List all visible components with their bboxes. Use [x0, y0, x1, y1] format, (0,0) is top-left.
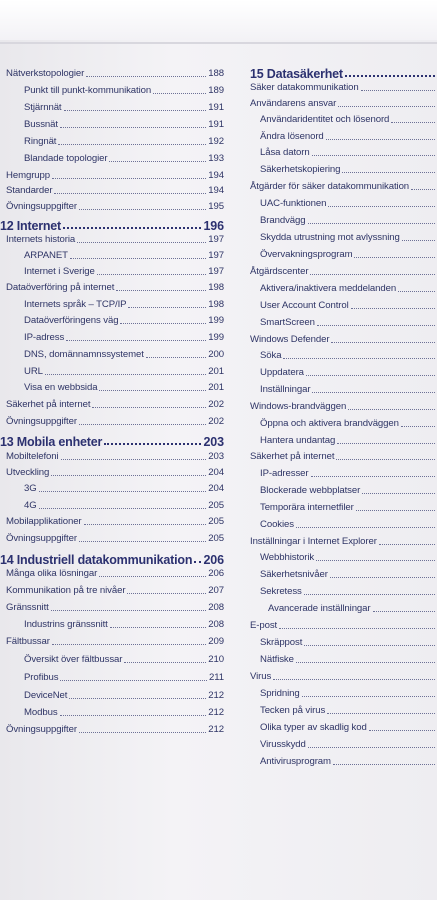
toc-entry	[250, 211, 437, 227]
toc-entry-label: Mobilapplikationer	[6, 516, 82, 527]
leader-dots	[110, 627, 207, 628]
chapter-heading	[250, 60, 437, 80]
toc-entry	[0, 246, 224, 262]
leader-dots	[79, 424, 206, 425]
toc-entry	[0, 447, 224, 463]
toc-entry	[0, 278, 224, 294]
toc-entry	[250, 94, 437, 110]
leader-dots	[316, 560, 435, 561]
toc-entry	[250, 279, 437, 295]
leader-dots	[92, 407, 206, 408]
toc-entry-label: Brandvägg	[260, 215, 306, 226]
page-number: 195	[208, 201, 224, 212]
toc-entry-label: SmartScreen	[260, 317, 315, 328]
leader-dots	[60, 127, 206, 128]
toc-entry	[0, 166, 224, 182]
leader-dots	[337, 443, 435, 444]
leader-dots	[311, 476, 436, 477]
leader-dots	[296, 527, 435, 528]
page-number: 194	[208, 185, 224, 196]
toc-entry-label: Internet i Sverige	[24, 266, 95, 277]
page-number: 206	[203, 553, 224, 567]
page-number: 194	[208, 170, 224, 181]
toc-entry	[250, 228, 437, 244]
leader-dots	[70, 258, 206, 259]
page-number: 197	[208, 266, 224, 277]
leader-dots	[302, 696, 435, 697]
toc-entry-label: UAC-funktionen	[260, 198, 327, 209]
toc-entry-label: Säkerhet på internet	[250, 451, 335, 462]
toc-entry-label: Virus	[250, 671, 272, 682]
toc-entry-label: Nätfiske	[260, 654, 294, 665]
toc-entry-label: DeviceNet	[24, 690, 68, 701]
leader-dots	[338, 106, 435, 107]
page-number: 204	[208, 467, 224, 478]
toc-entry	[0, 98, 224, 114]
toc-entry-label: Profibus	[24, 672, 59, 683]
toc-entry-label: Virusskydd	[260, 739, 306, 750]
chapter-heading	[0, 212, 224, 232]
page-number: 204	[208, 483, 224, 494]
leader-dots	[326, 139, 435, 140]
toc-entry	[250, 650, 437, 666]
toc-entry-label: Olika typer av skadlig kod	[260, 722, 367, 733]
leader-dots	[39, 491, 207, 492]
page-number: 208	[208, 619, 224, 630]
page-number: 197	[208, 250, 224, 261]
leader-dots	[116, 290, 206, 291]
leader-dots	[327, 713, 435, 714]
toc-entry-label: Övningsuppgifter	[6, 416, 77, 427]
toc-entry-label: Kommunikation på tre nivåer	[6, 585, 126, 596]
page-number: 198	[208, 299, 224, 310]
toc-entry	[250, 599, 437, 615]
toc-entry	[0, 615, 224, 631]
leader-dots	[342, 172, 435, 173]
toc-entry-label: Inställningar	[260, 384, 311, 395]
toc-entry	[250, 414, 437, 430]
toc-entry	[250, 160, 437, 176]
toc-entry-label: Användaridentitet och lösenord	[260, 114, 390, 125]
toc-entry	[0, 378, 224, 394]
page-number: 212	[208, 724, 224, 735]
toc-entry-label: 3G	[24, 483, 37, 494]
toc-entry	[0, 412, 224, 428]
toc-entry-label: Låsa datorn	[260, 147, 310, 158]
page-fold-line	[0, 42, 437, 44]
leader-dots	[58, 144, 206, 145]
toc-entry-label: Övningsuppgifter	[6, 724, 77, 735]
toc-entry	[250, 110, 437, 126]
toc-entry	[0, 262, 224, 278]
page-number: 212	[208, 690, 224, 701]
toc-entry-label: DNS, domännamnssystemet	[24, 349, 144, 360]
leader-dots	[52, 644, 206, 645]
toc-entry	[250, 262, 437, 278]
leader-dots	[351, 308, 435, 309]
toc-entry-label: Många olika lösningar	[6, 568, 98, 579]
toc-entry	[250, 397, 437, 413]
toc-entry	[0, 529, 224, 545]
page-number: 201	[208, 366, 224, 377]
toc-entry-label: Windows-brandväggen	[250, 401, 347, 412]
toc-entry-label: IP-adress	[24, 332, 65, 343]
leader-dots	[354, 257, 435, 258]
page-number: 209	[208, 636, 224, 647]
toc-entry	[250, 582, 437, 598]
leader-dots	[109, 161, 206, 162]
toc-entry	[0, 81, 224, 97]
toc-entry	[0, 345, 224, 361]
page-number: 191	[208, 102, 224, 113]
leader-dots	[63, 227, 201, 229]
page-number: 206	[208, 568, 224, 579]
leader-dots	[333, 764, 435, 765]
toc-entry	[0, 564, 224, 580]
page-number: 207	[208, 585, 224, 596]
leader-dots	[317, 325, 435, 326]
toc-entry	[250, 735, 437, 751]
toc-entry	[0, 149, 224, 165]
leader-dots	[79, 209, 206, 210]
leader-dots	[60, 715, 207, 716]
page-number: 205	[208, 533, 224, 544]
leader-dots	[306, 375, 435, 376]
leader-dots	[99, 576, 206, 577]
toc-entry	[250, 330, 437, 346]
page-number: 202	[208, 416, 224, 427]
toc-entry	[0, 311, 224, 327]
toc-entry	[250, 565, 437, 581]
leader-dots	[308, 747, 435, 748]
toc-entry	[250, 296, 437, 312]
leader-dots	[304, 645, 435, 646]
chapter-heading	[0, 428, 224, 448]
toc-entry	[0, 197, 224, 213]
toc-entry-label: Blandade topologier	[24, 153, 108, 164]
toc-entry	[0, 720, 224, 736]
leader-dots	[279, 628, 435, 629]
toc-entry	[250, 346, 437, 362]
leader-dots	[391, 122, 435, 123]
toc-entry	[0, 703, 224, 719]
toc-entry	[250, 548, 437, 564]
toc-entry	[250, 532, 437, 548]
toc-entry-label: Modbus	[24, 707, 58, 718]
toc-entry	[0, 496, 224, 512]
toc-entry-label: Windows Defender	[250, 334, 330, 345]
toc-entry	[250, 633, 437, 649]
toc-entry-label: Webbhistorik	[260, 552, 315, 563]
leader-dots	[362, 493, 435, 494]
toc-entry	[250, 684, 437, 700]
leader-dots	[61, 459, 207, 460]
leader-dots	[411, 189, 435, 190]
toc-entry-label: Övervakningsprogram	[260, 249, 353, 260]
page-number: 208	[208, 602, 224, 613]
leader-dots	[312, 155, 435, 156]
toc-entry-label: Övningsuppgifter	[6, 533, 77, 544]
toc-entry-label: Stjärnnät	[24, 102, 62, 113]
toc-entry-label: URL	[24, 366, 43, 377]
toc-entry	[0, 295, 224, 311]
leader-dots	[330, 577, 435, 578]
toc-entry	[0, 230, 224, 246]
page-top-edge	[0, 0, 437, 40]
toc-entry	[250, 464, 437, 480]
leader-dots	[99, 390, 206, 391]
toc-entry-label: Hemgrupp	[6, 170, 50, 181]
leader-dots	[79, 732, 206, 733]
page-number: 212	[208, 707, 224, 718]
toc-entry-label: Uppdatera	[260, 367, 304, 378]
toc-entry-label: Söka	[260, 350, 282, 361]
toc-entry-label: Skydda utrustning mot avlyssning	[260, 232, 400, 243]
toc-entry	[0, 115, 224, 131]
page-number: 201	[208, 382, 224, 393]
toc-entry-label: Standarder	[6, 185, 53, 196]
leader-dots	[296, 662, 435, 663]
page-number: 205	[208, 516, 224, 527]
toc-entry-label: Punkt till punkt-kommunikation	[24, 85, 152, 96]
leader-dots	[348, 409, 435, 410]
toc-entry	[0, 581, 224, 597]
leader-dots	[308, 223, 435, 224]
leader-dots	[120, 323, 206, 324]
toc-entry	[0, 362, 224, 378]
toc-entry-label: Visa en webbsida	[24, 382, 98, 393]
toc-entry-label: Dataöverföring på internet	[6, 282, 115, 293]
toc-entry	[0, 598, 224, 614]
page-number: 199	[208, 332, 224, 343]
page-number: 199	[208, 315, 224, 326]
leader-dots	[86, 76, 206, 77]
page-number: 192	[208, 136, 224, 147]
page-number: 210	[208, 654, 224, 665]
leader-dots	[66, 340, 206, 341]
leader-dots	[312, 392, 435, 393]
toc-entry-label: Cookies	[260, 519, 294, 530]
toc-entry-label: 13 Mobila enheter	[0, 435, 103, 449]
leader-dots	[79, 541, 206, 542]
page-number: 211	[209, 672, 224, 683]
leader-dots	[361, 90, 435, 91]
leader-dots	[283, 358, 435, 359]
leader-dots	[128, 307, 206, 308]
leader-dots	[77, 242, 206, 243]
toc-entry	[250, 431, 437, 447]
leader-dots	[64, 110, 207, 111]
leader-dots	[153, 93, 206, 94]
toc-entry	[0, 463, 224, 479]
toc-entry	[250, 143, 437, 159]
toc-entry-label: Aktivera/inaktivera meddelanden	[260, 283, 397, 294]
leader-dots	[331, 342, 435, 343]
toc-entry	[0, 650, 224, 666]
leader-dots	[194, 561, 201, 563]
toc-entry	[250, 515, 437, 531]
toc-entry-label: 12 Internet	[0, 219, 62, 233]
toc-entry	[250, 245, 437, 261]
toc-entry-label: Temporära internetfiler	[260, 502, 354, 513]
page-number: 189	[208, 85, 224, 96]
leader-dots	[45, 374, 206, 375]
toc-entry-label: Internets språk – TCP/IP	[24, 299, 127, 310]
toc-entry-label: Gränssnitt	[6, 602, 49, 613]
page-number: 196	[203, 219, 224, 233]
toc-entry-label: 14 Industriell datakommunikation	[0, 553, 193, 567]
page-number: 200	[208, 349, 224, 360]
chapter-heading	[0, 546, 224, 566]
toc-entry	[0, 686, 224, 702]
leader-dots	[398, 291, 435, 292]
toc-entry	[0, 328, 224, 344]
toc-entry	[0, 395, 224, 411]
toc-entry	[250, 177, 437, 193]
toc-entry	[250, 127, 437, 143]
toc-entry-label: Utveckling	[6, 467, 50, 478]
toc-entry-label: Fältbussar	[6, 636, 50, 647]
toc-entry-label: IP-adresser	[260, 468, 309, 479]
toc-entry-label: User Account Control	[260, 300, 349, 311]
toc-entry-label: Hantera undantag	[260, 435, 336, 446]
leader-dots	[379, 544, 435, 545]
toc-entry	[250, 701, 437, 717]
leader-dots	[369, 730, 435, 731]
toc-entry-label: Tecken på virus	[260, 705, 326, 716]
toc-entry	[250, 752, 437, 768]
toc-entry-label: Ringnät	[24, 136, 57, 147]
toc-entry-label: Mobiltelefoni	[6, 451, 59, 462]
leader-dots	[336, 459, 435, 460]
toc-entry	[250, 78, 437, 94]
toc-entry-label: Öppna och aktivera brandväggen	[260, 418, 399, 429]
toc-entry	[0, 512, 224, 528]
leader-dots	[124, 662, 206, 663]
leader-dots	[51, 475, 206, 476]
toc-entry-label: Sekretess	[260, 586, 302, 597]
toc-entry	[250, 616, 437, 632]
toc-entry	[0, 668, 224, 684]
leader-dots	[304, 594, 435, 595]
toc-entry	[0, 479, 224, 495]
toc-entry-label: Säker datakommunikation	[250, 82, 359, 93]
page-number: 205	[208, 500, 224, 511]
leader-dots	[54, 193, 206, 194]
toc-entry-label: Ändra lösenord	[260, 131, 324, 142]
toc-entry-label: Blockerade webbplatser	[260, 485, 361, 496]
toc-entry	[250, 667, 437, 683]
toc-entry-label: Åtgärder för säker datakommunikation	[250, 181, 410, 192]
leader-dots	[127, 593, 206, 594]
page-number: 191	[208, 119, 224, 130]
leader-dots	[356, 510, 435, 511]
page-number: 188	[208, 68, 224, 79]
leader-dots	[401, 426, 435, 427]
toc-entry-label: 4G	[24, 500, 37, 511]
toc-entry	[250, 498, 437, 514]
toc-entry	[0, 64, 224, 80]
leader-dots	[345, 75, 435, 77]
toc-entry-label: Säkerhet på internet	[6, 399, 91, 410]
toc-entry	[250, 447, 437, 463]
leader-dots	[373, 611, 436, 612]
leader-dots	[52, 178, 206, 179]
toc-entry-label: Antivirusprogram	[260, 756, 331, 767]
leader-dots	[328, 206, 435, 207]
toc-entry	[250, 481, 437, 497]
toc-entry-label: Spridning	[260, 688, 300, 699]
toc-entry	[0, 181, 224, 197]
page-number: 202	[208, 399, 224, 410]
leader-dots	[402, 240, 435, 241]
toc-entry	[0, 132, 224, 148]
page-number: 197	[208, 234, 224, 245]
toc-entry	[250, 313, 437, 329]
page-number: 203	[203, 435, 224, 449]
page-number: 193	[208, 153, 224, 164]
toc-entry-label: Inställningar i Internet Explorer	[250, 536, 377, 547]
toc-entry	[250, 380, 437, 396]
toc-entry	[250, 718, 437, 734]
toc-entry-label: Användarens ansvar	[250, 98, 337, 109]
page-number: 203	[208, 451, 224, 462]
leader-dots	[146, 357, 206, 358]
toc-entry-label: Bussnät	[24, 119, 58, 130]
toc-entry-label: Översikt över fältbussar	[24, 654, 123, 665]
toc-entry-label: 15 Datasäkerhet	[250, 67, 343, 81]
toc-entry-label: Övningsuppgifter	[6, 201, 77, 212]
toc-entry-label: Avancerade inställningar	[268, 603, 371, 614]
leader-dots	[310, 274, 435, 275]
toc-entry	[0, 632, 224, 648]
toc-entry-label: ARPANET	[24, 250, 68, 261]
toc-entry-label: Nätverkstopologier	[6, 68, 85, 79]
toc-entry-label: Industrins gränssnitt	[24, 619, 108, 630]
leader-dots	[60, 680, 207, 681]
leader-dots	[39, 508, 207, 509]
leader-dots	[69, 698, 206, 699]
leader-dots	[104, 443, 201, 445]
leader-dots	[97, 274, 207, 275]
toc-entry-label: Internets historia	[6, 234, 76, 245]
toc-entry-label: Dataöverföringens väg	[24, 315, 119, 326]
toc-entry	[250, 194, 437, 210]
page-number: 198	[208, 282, 224, 293]
leader-dots	[273, 679, 435, 680]
toc-entry-label: Säkerhetskopiering	[260, 164, 341, 175]
toc-entry-label: Åtgärdscenter	[250, 266, 309, 277]
leader-dots	[84, 524, 207, 525]
toc-entry-label: Säkerhetsnivåer	[260, 569, 328, 580]
leader-dots	[51, 610, 207, 611]
toc-entry-label: Skräppost	[260, 637, 303, 648]
toc-entry-label: E-post	[250, 620, 278, 631]
toc-entry	[250, 363, 437, 379]
